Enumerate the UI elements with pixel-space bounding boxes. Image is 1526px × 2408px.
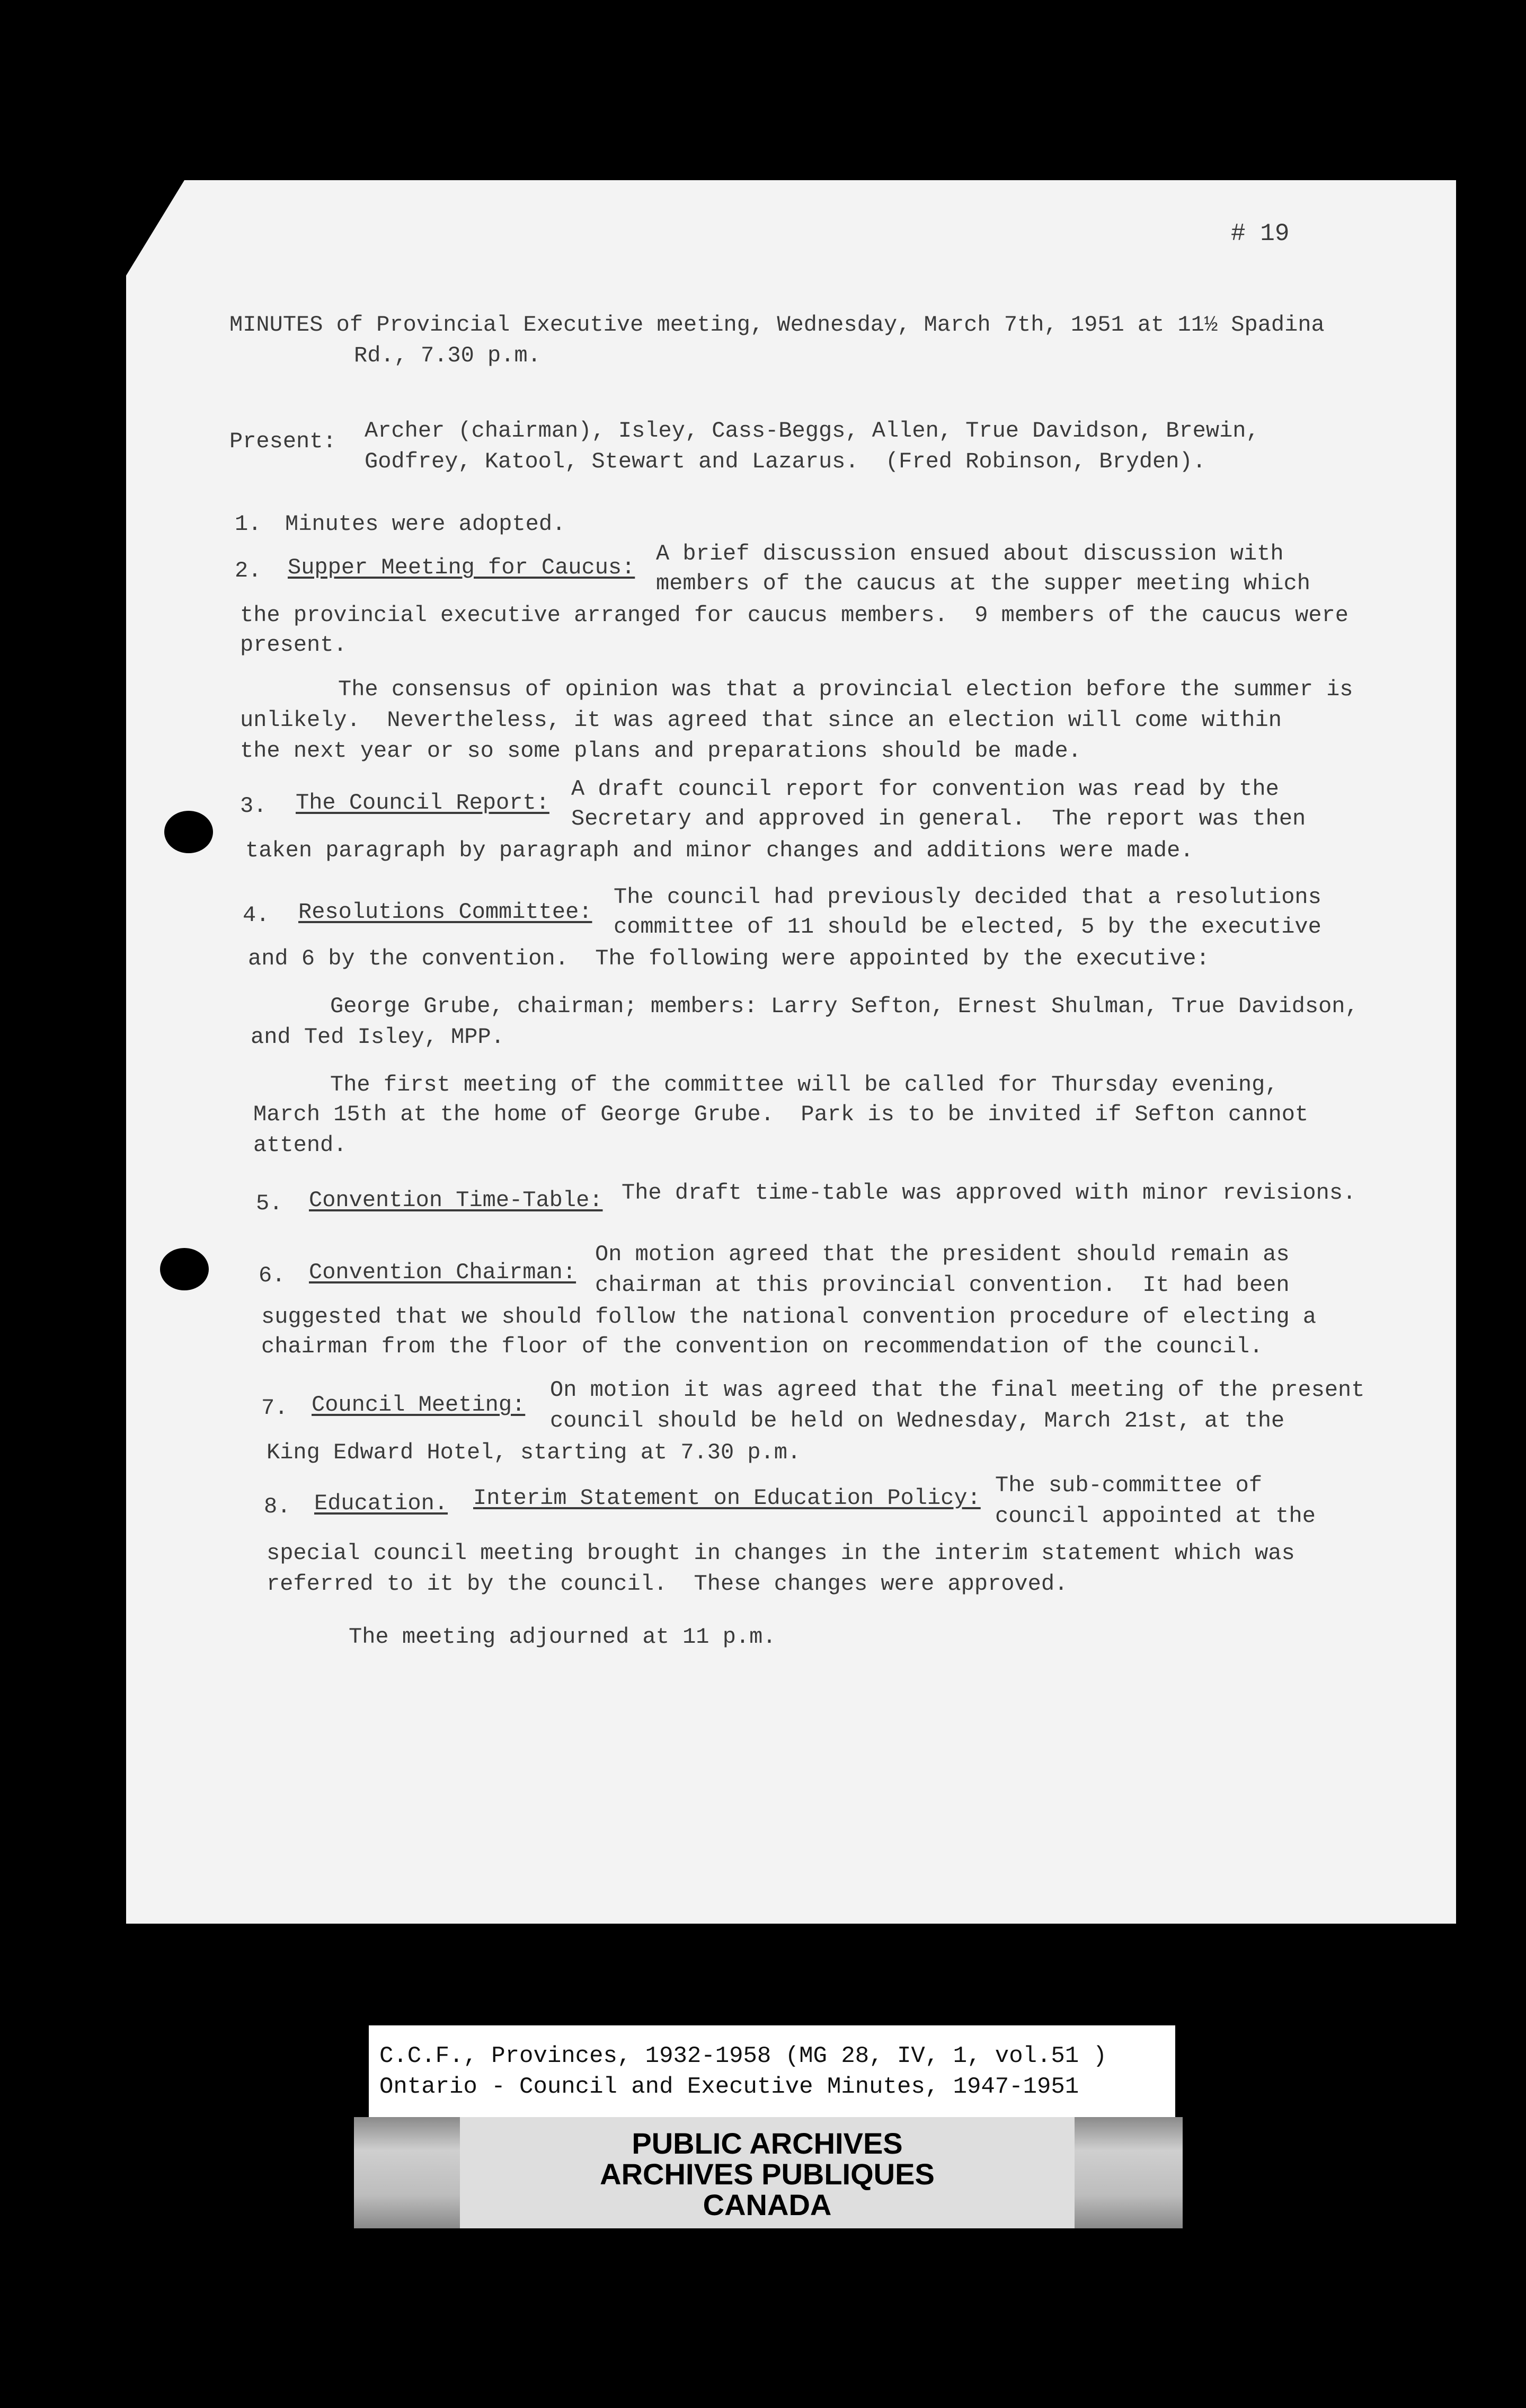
item-text: the provincial executive arranged for caucus members. 9 members of the caucus were bbox=[240, 603, 1348, 628]
item-text: Secretary and approved in general. The report was then bbox=[571, 806, 1306, 831]
item-text: council appointed at the bbox=[995, 1503, 1316, 1529]
closing-line: The meeting adjourned at 11 p.m. bbox=[349, 1624, 776, 1650]
page-number: # 19 bbox=[1231, 220, 1290, 247]
item-number: 2. bbox=[235, 558, 262, 583]
item-text: The sub-committee of bbox=[995, 1473, 1263, 1498]
item-text: the next year or so some plans and preparations should be made. bbox=[240, 738, 1081, 764]
item-text: attend. bbox=[253, 1132, 347, 1158]
present-line1: Archer (chairman), Isley, Cass-Beggs, Allen, True Davidson, Brewin, bbox=[365, 418, 1259, 444]
item-number: 1. bbox=[235, 511, 262, 537]
item-text: A brief discussion ensued about discussion with bbox=[656, 541, 1284, 566]
item-text: The consensus of opinion was that a provincial election before the summer is bbox=[338, 677, 1353, 702]
item-heading: The Council Report: bbox=[296, 790, 549, 816]
punch-hole bbox=[164, 811, 213, 853]
item-number: 3. bbox=[240, 793, 267, 819]
item-subheading: Interim Statement on Education Policy: bbox=[473, 1485, 981, 1511]
stamp-line1: PUBLIC ARCHIVES bbox=[632, 2127, 903, 2160]
item-text: special council meeting brought in changes in the interim statement which was bbox=[267, 1541, 1295, 1566]
item-heading: Supper Meeting for Caucus: bbox=[288, 555, 635, 580]
item-text: chairman from the floor of the convention on recommendation of the council. bbox=[261, 1334, 1263, 1359]
item-text: The council had previously decided that a resolutions bbox=[614, 884, 1321, 910]
committee-members: and Ted Isley, MPP. bbox=[251, 1024, 504, 1050]
item-number: 7. bbox=[261, 1395, 288, 1421]
archive-label-line1: C.C.F., Provinces, 1932-1958 (MG 28, IV, 1, vol.51 ) bbox=[379, 2043, 1107, 2069]
item-number: 8. bbox=[264, 1494, 291, 1519]
archive-label bbox=[369, 2025, 1175, 2119]
punch-hole bbox=[160, 1248, 209, 1290]
present-label: Present: bbox=[229, 429, 336, 454]
minutes-heading-line1: MINUTES of Provincial Executive meeting, Wednesday, March 7th, 1951 at 11½ Spadina bbox=[229, 312, 1325, 338]
item-text: suggested that we should follow the national convention procedure of electing a bbox=[261, 1304, 1317, 1330]
minutes-heading-line2: Rd., 7.30 p.m. bbox=[354, 343, 541, 368]
item-text: members of the caucus at the supper meeting which bbox=[656, 571, 1311, 596]
present-line2: Godfrey, Katool, Stewart and Lazarus. (Fred Robinson, Bryden). bbox=[365, 449, 1206, 474]
item-text: On motion it was agreed that the final meeting of the present bbox=[550, 1377, 1365, 1403]
stamp-line2: ARCHIVES PUBLIQUES bbox=[600, 2157, 935, 2191]
item-text: The draft time-table was approved with minor revisions. bbox=[622, 1180, 1356, 1206]
item-text: committee of 11 should be elected, 5 by the executive bbox=[614, 914, 1321, 940]
item-heading: Education. bbox=[314, 1491, 448, 1516]
item-text: present. bbox=[240, 632, 347, 658]
item-text: On motion agreed that the president should remain as bbox=[595, 1242, 1290, 1267]
archive-label-line2: Ontario - Council and Executive Minutes, 1947-1951 bbox=[379, 2074, 1079, 2100]
item-heading: Resolutions Committee: bbox=[298, 899, 592, 925]
item-heading: Council Meeting: bbox=[312, 1392, 526, 1418]
item-text: council should be held on Wednesday, March 21st, at the bbox=[550, 1408, 1285, 1433]
item-text: King Edward Hotel, starting at 7.30 p.m. bbox=[267, 1440, 801, 1465]
item-text: March 15th at the home of George Grube. Park is to be invited if Sefton cannot bbox=[253, 1102, 1309, 1127]
item-number: 6. bbox=[259, 1263, 286, 1288]
item-text: taken paragraph by paragraph and minor changes and additions were made. bbox=[245, 838, 1194, 863]
item-text: Minutes were adopted. bbox=[285, 511, 566, 537]
archives-stamp bbox=[354, 2117, 1183, 2228]
item-number: 4. bbox=[243, 902, 270, 928]
folded-corner bbox=[126, 180, 184, 276]
item-heading: Convention Chairman: bbox=[309, 1260, 576, 1285]
item-text: referred to it by the council. These changes were approved. bbox=[267, 1571, 1068, 1597]
committee-members: George Grube, chairman; members: Larry Sefton, Ernest Shulman, True Davidson, bbox=[330, 994, 1359, 1019]
item-text: A draft council report for convention was read by the bbox=[571, 776, 1279, 802]
item-number: 5. bbox=[256, 1191, 283, 1216]
item-text: unlikely. Nevertheless, it was agreed that since an election will come within bbox=[240, 707, 1282, 733]
item-heading: Convention Time-Table: bbox=[309, 1188, 603, 1213]
stamp-line3: CANADA bbox=[703, 2188, 832, 2221]
document-page bbox=[126, 180, 1456, 1924]
archives-stamp-plate bbox=[460, 2117, 1075, 2228]
item-text: The first meeting of the committee will be called for Thursday evening, bbox=[330, 1072, 1279, 1097]
item-text: and 6 by the convention. The following were appointed by the executive: bbox=[248, 946, 1210, 971]
item-text: chairman at this provincial convention. It had been bbox=[595, 1272, 1290, 1298]
